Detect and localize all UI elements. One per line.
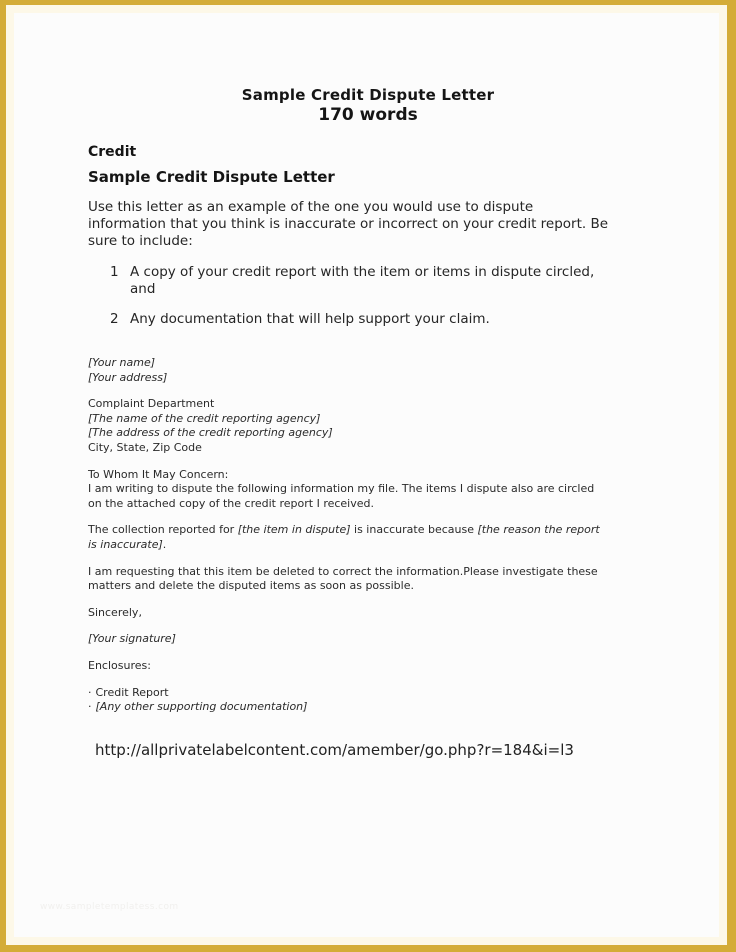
text-line: The collection reported for [the item in dispute] is inaccurate because [the reason the report	[88, 523, 600, 537]
collection-paragraph	[88, 523, 648, 552]
document-header	[88, 0, 648, 126]
word-count: 170 words	[318, 105, 418, 125]
list-item	[88, 311, 648, 328]
enclosure-item	[88, 700, 648, 715]
closing-line: Sincerely,	[88, 605, 142, 619]
request-paragraph	[88, 565, 648, 594]
text-line: To Whom It May Concern:	[88, 467, 229, 481]
text-line: [The address of the credit reporting agency]	[88, 426, 333, 440]
text-line: A copy of your credit report with the item or items in dispute circled,	[130, 264, 595, 280]
text-line: [Any other supporting documentation]	[95, 700, 308, 714]
text-line: is inaccurate].	[88, 537, 167, 551]
category-heading: Credit	[88, 144, 137, 160]
sender-block	[88, 356, 648, 385]
intro-paragraph	[88, 199, 648, 250]
list-item-text	[130, 311, 648, 328]
watermark: www.sampletemplatess.com	[40, 902, 179, 912]
recipient-block	[88, 397, 648, 455]
enclosures-list	[88, 686, 648, 715]
bullet-dot: ·	[88, 685, 92, 699]
list-item	[88, 264, 648, 298]
text-line: [The name of the credit reporting agency]	[88, 411, 321, 425]
document-title: Sample Credit Dispute Letter	[241, 86, 495, 104]
text-line: [Your address]	[88, 370, 168, 384]
text-line: Any documentation that will help support your claim.	[130, 311, 490, 327]
list-item-text	[130, 264, 648, 298]
source-url-text: http://allprivatelabelcontent.com/amember/go.php?r=184&i=l3	[95, 740, 574, 759]
article-heading: Sample Credit Dispute Letter	[88, 168, 335, 186]
text-line: on the attached copy of the credit report I received.	[88, 496, 374, 510]
text-line: matters and delete the disputed items as soon as possible.	[88, 579, 414, 593]
signature-placeholder: [Your signature]	[88, 632, 176, 646]
text-line: [Your name]	[88, 356, 156, 369]
salutation-paragraph	[88, 468, 648, 512]
text-line: I am requesting that this item be deleted to correct the information.Please investigate these	[88, 564, 598, 578]
list-item-number: 1	[110, 264, 119, 280]
numbered-list	[88, 264, 648, 328]
text-line: and	[130, 281, 156, 297]
text-line: information that you think is inaccurate or incorrect on your credit report. Be	[88, 216, 609, 232]
text-line: sure to include:	[88, 233, 193, 249]
text-line: Credit Report	[95, 685, 169, 699]
letter-body	[88, 356, 648, 715]
text-line: Use this letter as an example of the one you would use to dispute	[88, 199, 534, 215]
text-line: City, State, Zip Code	[88, 440, 202, 454]
enclosure-item	[88, 686, 648, 701]
text-line: Complaint Department	[88, 397, 215, 411]
bullet-dot: ·	[88, 700, 92, 714]
list-item-number: 2	[110, 311, 119, 327]
enclosures-label: Enclosures:	[88, 658, 151, 672]
text-line: I am writing to dispute the following information my file. The items I dispute also are circled	[88, 482, 595, 496]
